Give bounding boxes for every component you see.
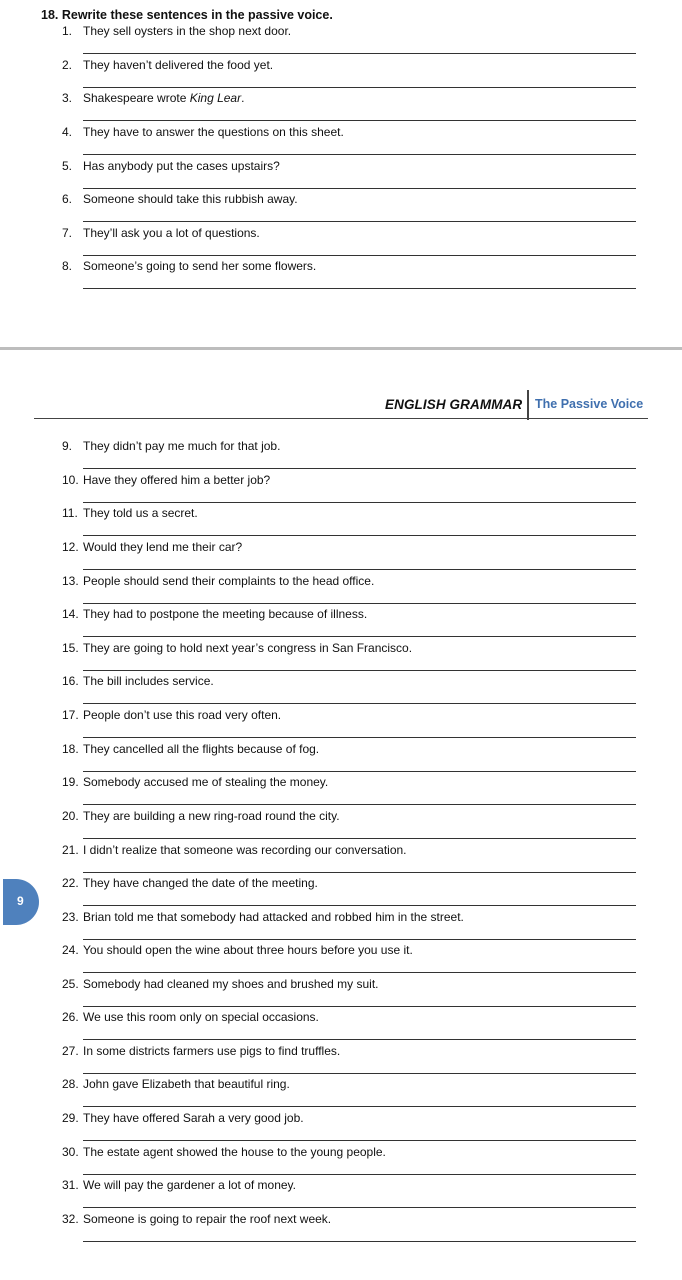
header-subtitle: The Passive Voice bbox=[535, 397, 644, 411]
exercise-item bbox=[0, 241, 682, 275]
item-sentence: Somebody had cleaned my shoes and brushed my suit. bbox=[83, 977, 379, 991]
item-number: 3. bbox=[62, 91, 73, 105]
worksheet-page-top bbox=[0, 0, 682, 348]
exercise-item bbox=[0, 806, 682, 840]
item-number: 23. bbox=[62, 910, 79, 924]
item-sentence: They are building a new ring-road round the city. bbox=[83, 809, 340, 823]
exercise-item bbox=[0, 571, 682, 605]
exercise-item bbox=[0, 772, 682, 806]
item-sentence: The bill includes service. bbox=[83, 674, 214, 688]
item-sentence: They have changed the date of the meeting. bbox=[83, 876, 318, 890]
item-number: 31. bbox=[62, 1178, 79, 1192]
item-sentence: They sell oysters in the shop next door. bbox=[83, 24, 292, 38]
item-sentence: The estate agent showed the house to the young people. bbox=[83, 1145, 386, 1159]
exercise-item bbox=[0, 174, 682, 208]
item-number: 20. bbox=[62, 809, 79, 823]
item-sentence: Brian told me that somebody had attacked and robbed him in the street. bbox=[83, 910, 464, 924]
exercise-item bbox=[0, 208, 682, 242]
answer-line[interactable] bbox=[83, 569, 636, 570]
exercise-item bbox=[0, 1007, 682, 1041]
exercise-item bbox=[0, 940, 682, 974]
item-sentence: I didn’t realize that someone was recording our conversation. bbox=[83, 843, 407, 857]
item-sentence: They have to answer the questions on this sheet. bbox=[83, 125, 344, 139]
item-number: 27. bbox=[62, 1044, 79, 1058]
exercise-item bbox=[0, 604, 682, 638]
book-title: King Lear bbox=[189, 91, 242, 105]
item-sentence bbox=[83, 91, 244, 105]
answer-line[interactable] bbox=[83, 1106, 636, 1107]
answer-line[interactable] bbox=[83, 972, 636, 973]
answer-line[interactable] bbox=[83, 905, 636, 906]
item-sentence: Someone’s going to send her some flowers. bbox=[83, 259, 317, 273]
exercise-item bbox=[0, 840, 682, 874]
item-number: 10. bbox=[62, 473, 79, 487]
exercise-item bbox=[0, 671, 682, 705]
item-sentence: Someone is going to repair the roof next week. bbox=[83, 1212, 332, 1226]
item-sentence: Have they offered him a better job? bbox=[83, 473, 271, 487]
item-number: 32. bbox=[62, 1212, 79, 1226]
item-number: 11. bbox=[62, 506, 78, 520]
item-number: 29. bbox=[62, 1111, 79, 1125]
page-break-divider bbox=[0, 347, 682, 350]
item-number: 2. bbox=[62, 58, 73, 72]
item-sentence: People don’t use this road very often. bbox=[83, 708, 282, 722]
item-sentence-part: . bbox=[241, 91, 245, 105]
item-number: 21. bbox=[62, 843, 79, 857]
answer-line[interactable] bbox=[83, 703, 636, 704]
answer-line[interactable] bbox=[83, 468, 636, 469]
item-sentence-part: Shakespeare wrote bbox=[83, 91, 190, 105]
item-sentence: We will pay the gardener a lot of money. bbox=[83, 1178, 296, 1192]
header-separator bbox=[527, 390, 529, 420]
header-title: ENGLISH GRAMMAR bbox=[385, 397, 523, 412]
item-number: 9. bbox=[62, 439, 73, 453]
item-number: 16. bbox=[62, 674, 79, 688]
answer-line[interactable] bbox=[83, 1140, 636, 1141]
exercise-item bbox=[0, 503, 682, 537]
item-number: 14. bbox=[62, 607, 79, 621]
answer-line[interactable] bbox=[83, 1207, 636, 1208]
item-number: 25. bbox=[62, 977, 79, 991]
answer-line[interactable] bbox=[83, 804, 636, 805]
exercise-item bbox=[0, 73, 682, 107]
item-sentence: They have offered Sarah a very good job. bbox=[83, 1111, 304, 1125]
item-number: 7. bbox=[62, 226, 73, 240]
item-number: 24. bbox=[62, 943, 79, 957]
exercise-item bbox=[0, 705, 682, 739]
exercise-item bbox=[0, 537, 682, 571]
exercise-item bbox=[0, 907, 682, 941]
item-number: 13. bbox=[62, 574, 79, 588]
item-sentence: Somebody accused me of stealing the money. bbox=[83, 775, 329, 789]
item-number: 26. bbox=[62, 1010, 79, 1024]
item-sentence: They haven’t delivered the food yet. bbox=[83, 58, 274, 72]
exercise-item bbox=[0, 1209, 682, 1243]
item-number: 19. bbox=[62, 775, 79, 789]
item-number: 17. bbox=[62, 708, 79, 722]
exercise-item bbox=[0, 6, 682, 40]
item-sentence: They cancelled all the flights because of fog. bbox=[83, 742, 320, 756]
item-number: 4. bbox=[62, 125, 73, 139]
answer-line[interactable] bbox=[83, 737, 636, 738]
item-number: 30. bbox=[62, 1145, 79, 1159]
item-sentence: They told us a secret. bbox=[83, 506, 198, 520]
item-sentence: They didn’t pay me much for that job. bbox=[83, 439, 281, 453]
exercise-item bbox=[0, 141, 682, 175]
exercise-item bbox=[0, 1175, 682, 1209]
exercise-item bbox=[0, 974, 682, 1008]
item-number: 1. bbox=[62, 24, 73, 38]
item-number: 28. bbox=[62, 1077, 79, 1091]
item-sentence: They are going to hold next year’s congress in San Francisco. bbox=[83, 641, 413, 655]
answer-line[interactable] bbox=[83, 636, 636, 637]
item-sentence: John gave Elizabeth that beautiful ring. bbox=[83, 1077, 290, 1091]
item-sentence: You should open the wine about three hours before you use it. bbox=[83, 943, 413, 957]
item-number: 12. bbox=[62, 540, 79, 554]
item-number: 5. bbox=[62, 159, 73, 173]
exercise-item bbox=[0, 107, 682, 141]
exercise-item bbox=[0, 1142, 682, 1176]
exercise-item bbox=[0, 739, 682, 773]
item-sentence: Someone should take this rubbish away. bbox=[83, 192, 298, 206]
exercise-item bbox=[0, 1041, 682, 1075]
page-number: 9 bbox=[17, 894, 24, 908]
exercise-item bbox=[0, 1108, 682, 1142]
exercise-item bbox=[0, 1074, 682, 1108]
exercise-item bbox=[0, 873, 682, 907]
exercise-item bbox=[0, 638, 682, 672]
header-rule bbox=[34, 418, 648, 419]
answer-line[interactable] bbox=[83, 1039, 636, 1040]
answer-line[interactable] bbox=[83, 288, 636, 289]
item-sentence: In some districts farmers use pigs to find truffles. bbox=[83, 1044, 341, 1058]
exercise-item bbox=[0, 40, 682, 74]
item-sentence: They had to postpone the meeting because of illness. bbox=[83, 607, 368, 621]
item-sentence: We use this room only on special occasions. bbox=[83, 1010, 319, 1024]
exercise-item bbox=[0, 436, 682, 470]
item-sentence: Has anybody put the cases upstairs? bbox=[83, 159, 280, 173]
answer-line[interactable] bbox=[83, 535, 636, 536]
item-sentence: They’ll ask you a lot of questions. bbox=[83, 226, 260, 240]
item-number: 15. bbox=[62, 641, 79, 655]
item-number: 22. bbox=[62, 876, 79, 890]
item-number: 6. bbox=[62, 192, 73, 206]
page-header bbox=[0, 386, 682, 426]
item-number: 18. bbox=[62, 742, 79, 756]
item-sentence: Would they lend me their car? bbox=[83, 540, 243, 554]
exercise-item bbox=[0, 470, 682, 504]
item-sentence: People should send their complaints to the head office. bbox=[83, 574, 375, 588]
item-number: 8. bbox=[62, 259, 73, 273]
answer-line[interactable] bbox=[83, 1241, 636, 1242]
exercise-heading: 18. Rewrite these sentences in the passive voice. bbox=[41, 8, 333, 22]
answer-line[interactable] bbox=[83, 838, 636, 839]
